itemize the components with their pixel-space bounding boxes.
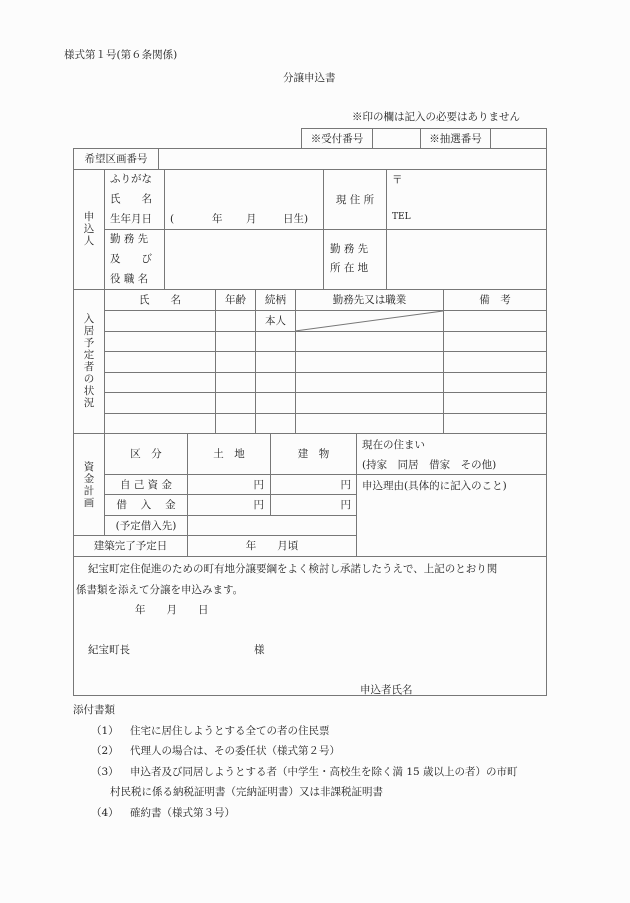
residents-char: 定 [83, 349, 95, 361]
applicant-signature-field[interactable] [420, 676, 540, 694]
attachment-num: （4） [91, 807, 119, 819]
applicant-name-label: 申込者氏名 [360, 684, 413, 696]
reason-label: 申込理由(具体的に記入のこと) [362, 480, 507, 492]
attachment-item-cont: 村民税に係る納税証明書（完納証明書）又は非課税証明書 [110, 786, 383, 798]
completion-date-label: 建築完了予定日 [93, 540, 168, 552]
loan-label: 借 入 金 [116, 499, 176, 511]
receipt-number-field[interactable] [373, 128, 420, 148]
attachment-num: （3） [91, 766, 119, 778]
table-row[interactable] [105, 373, 546, 392]
attachment-item: 申込者及び同居しようとする者（中学生・高校生を除く満 15 歳以上の者）の市町 [130, 766, 518, 778]
residents-char: 者 [83, 361, 95, 373]
birth-day-label: 日生) [283, 213, 309, 225]
residents-char: 況 [83, 397, 95, 409]
birth-year-label: 年 [212, 213, 223, 225]
workplace-address-field[interactable] [387, 230, 546, 289]
and-label: 及 び [110, 253, 152, 265]
birth-open-paren: ( [170, 213, 175, 225]
workplace-field[interactable] [165, 230, 323, 289]
birth-month-label: 月 [246, 213, 257, 225]
current-residence-label: 現在の住まい [362, 439, 425, 451]
completion-date-field[interactable]: 年 月頃 [245, 540, 299, 552]
applicant-section-label [74, 169, 104, 289]
table-row[interactable] [105, 414, 546, 433]
lottery-number-field[interactable] [491, 128, 546, 148]
table-row[interactable] [105, 352, 546, 372]
category-header: 区 分 [130, 448, 162, 460]
application-date[interactable]: 年 月 日 [135, 604, 209, 616]
declaration-line1: 紀宝町定住促進のための町有地分譲要綱をよく検討し承諾したうえで、上記のとおり関 [88, 563, 498, 575]
funds-char: 画 [83, 496, 95, 509]
postal-mark: 〒 [392, 174, 403, 186]
col-header-name: 氏 名 [139, 294, 181, 306]
funds-char: 金 [83, 472, 95, 485]
honorific: 様 [254, 644, 265, 656]
reason-field[interactable] [357, 495, 546, 556]
residents-char: 予 [83, 337, 95, 349]
page-title: 分譲申込書 [283, 72, 336, 84]
attachment-num: （1） [91, 725, 119, 737]
workplace-address-line: 勤 務 先 [330, 243, 369, 255]
workplace-address-line: 所 在 地 [330, 262, 369, 274]
funds-section-label [74, 433, 104, 536]
note-text: ※印の欄は記入の必要はありません [352, 111, 520, 123]
lender-label: (予定借入先) [115, 519, 177, 532]
yen-unit: 円 [340, 478, 351, 491]
name-labels [110, 169, 160, 229]
lender-field[interactable] [188, 516, 356, 535]
funds-char: 計 [83, 484, 95, 497]
addressee: 紀宝町長 [88, 644, 130, 656]
col-header-remarks: 備 考 [479, 294, 511, 306]
funds-char: 資 [83, 460, 95, 473]
yen-unit: 円 [340, 499, 351, 511]
workplace-address-label [330, 240, 368, 278]
desired-lot-label: 希望区画番号 [84, 153, 148, 165]
loan-land-field[interactable] [188, 494, 264, 515]
own-funds-building-field[interactable] [271, 474, 351, 494]
residents-char: 状 [83, 385, 95, 397]
relation-self: 本人 [265, 315, 286, 327]
birthdate-label: 生年月日 [110, 213, 152, 225]
current-residence-options[interactable]: (持家 同居 借家 その他) [362, 459, 497, 471]
residents-char: 居 [83, 325, 95, 337]
table-row[interactable] [105, 311, 546, 331]
residents-char: 入 [83, 313, 95, 325]
lottery-number-label: ※抽選番号 [429, 132, 482, 145]
building-header: 建 物 [297, 448, 330, 460]
attachment-item: 住宅に居住しようとする全ての者の住民票 [130, 725, 330, 737]
attachment-item: 代理人の場合は、その委任状（様式第２号） [130, 745, 340, 757]
attachment-num: （2） [91, 745, 119, 757]
birthdate-field[interactable] [170, 209, 320, 229]
own-funds-label: 自 己 資 金 [119, 478, 172, 491]
applicant-char: 人 [83, 235, 95, 247]
furigana-label: ふりがな [110, 173, 152, 185]
yen-unit: 円 [253, 499, 264, 511]
address-field[interactable] [387, 170, 546, 229]
position-label: 役 職 名 [110, 273, 149, 285]
name-label: 氏 名 [110, 193, 152, 205]
receipt-number-label: ※受付番号 [310, 132, 364, 145]
yen-unit: 円 [253, 478, 264, 491]
residents-section-label [74, 289, 104, 433]
loan-building-field[interactable] [271, 494, 351, 515]
land-header: 土 地 [213, 448, 245, 460]
table-row[interactable] [105, 393, 546, 413]
address-label: 現 住 所 [335, 193, 375, 206]
declaration-line2: 係書類を添えて分譲を申込みます。 [76, 584, 244, 596]
workplace-labels [110, 229, 160, 289]
col-header-occupation: 勤務先又は職業 [332, 294, 407, 306]
applicant-name-field[interactable] [165, 170, 323, 208]
attachment-item: 確約書（様式第３号） [130, 807, 235, 819]
applicant-char: 申 [83, 211, 95, 223]
col-header-relation: 続柄 [265, 294, 286, 306]
form-number: 様式第１号(第６条関係) [64, 49, 178, 61]
desired-lot-field[interactable] [159, 149, 545, 169]
table-row[interactable] [105, 332, 546, 351]
residents-char: の [83, 373, 95, 385]
tel-label: TEL [392, 212, 411, 222]
own-funds-land-field[interactable] [188, 474, 264, 494]
workplace-label: 勤 務 先 [110, 233, 149, 245]
col-header-age: 年齢 [225, 294, 246, 306]
applicant-char: 込 [83, 223, 95, 235]
attachments-title: 添付書類 [73, 704, 115, 716]
